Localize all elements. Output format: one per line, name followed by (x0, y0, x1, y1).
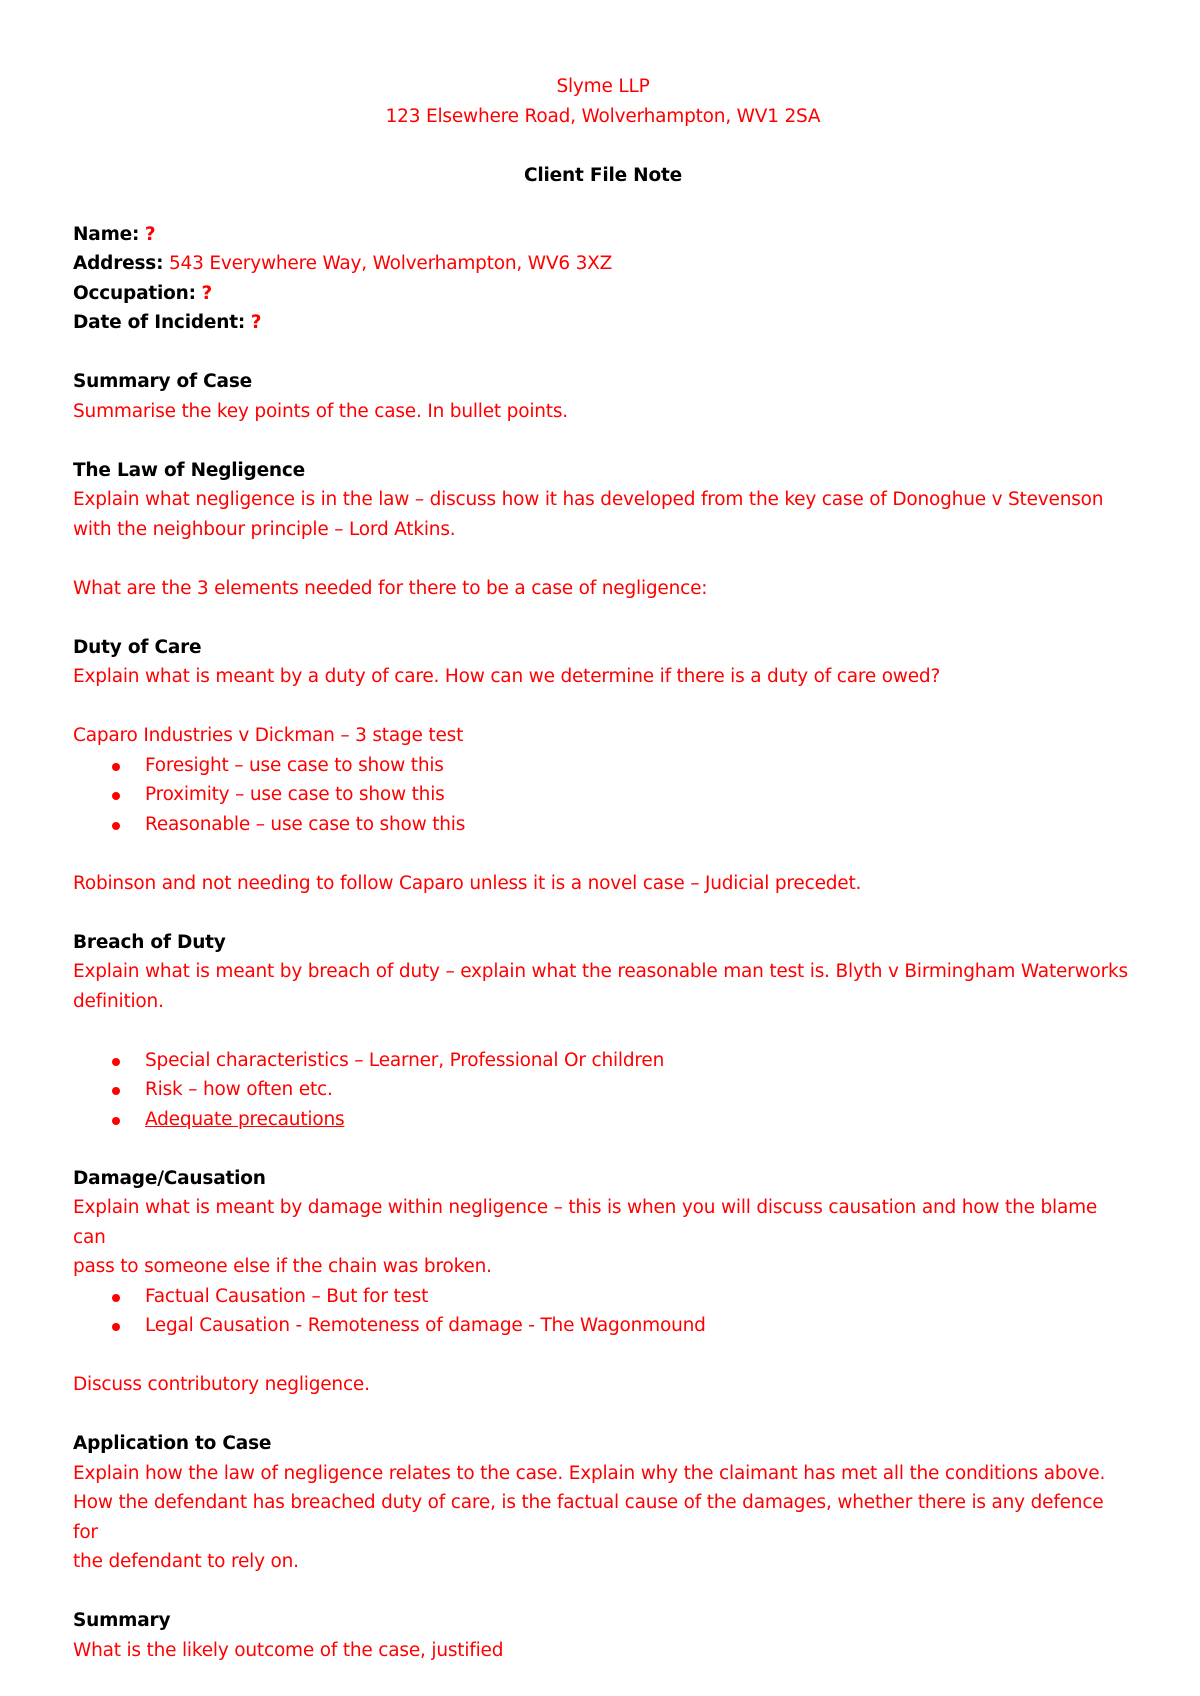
summary-of-case-heading: Summary of Case (73, 371, 252, 392)
firm-name: Slyme LLP (556, 76, 650, 97)
field-name (73, 220, 1133, 250)
elements-question: What are the 3 elements needed for there to be a case of negligence: (73, 577, 708, 599)
bullet-icon (112, 1294, 120, 1302)
breach-of-duty-heading: Breach of Duty (73, 931, 226, 953)
summary-text: What is the likely outcome of the case, justified (73, 1639, 504, 1661)
text-line: Explain what negligence is in the law – discuss how it has developed from the key case of Donoghue v Stevenson (73, 489, 1104, 510)
field-occupation (73, 279, 1133, 309)
caparo-bullet-list (73, 751, 1133, 840)
field-address (73, 249, 1133, 279)
text-line: Explain what is meant by breach of duty – explain what the reasonable man test is. Blyth v Birmingham Waterworks (73, 961, 1128, 982)
duty-of-care-heading: Duty of Care (73, 636, 202, 658)
application-heading: Application to Case (73, 1433, 272, 1454)
bullet-icon (112, 1058, 120, 1066)
bullet-icon (112, 1117, 120, 1125)
duty-of-care-text: Explain what is meant by a duty of care. How can we determine if there is a duty of care owed? (73, 666, 941, 687)
text-line: the defendant to rely on. (73, 1551, 299, 1572)
robinson-text: Robinson and not needing to follow Caparo unless it is a novel case – Judicial precedet. (73, 872, 862, 894)
list-item: Proximity – use case to show this (73, 780, 1133, 810)
list-item: Risk – how often etc. (73, 1075, 1133, 1105)
list-item: Legal Causation - Remoteness of damage - The Wagonmound (73, 1311, 1133, 1341)
field-label: Date of Incident: (73, 312, 246, 333)
breach-of-duty-text (73, 957, 1133, 1016)
application-text (73, 1459, 1133, 1577)
law-of-negligence-text (73, 485, 1133, 544)
bullet-icon (112, 792, 120, 800)
field-value: ? (250, 312, 262, 333)
document-content (73, 72, 1133, 1665)
bullet-icon (112, 822, 120, 830)
page-title: Client File Note (524, 164, 682, 186)
summary-heading: Summary (73, 1610, 171, 1631)
bullet-icon (112, 763, 120, 771)
text-line: Explain how the law of negligence relates to the case. Explain why the claimant has met all the conditions above. (73, 1462, 1106, 1484)
field-label: Name: (73, 223, 140, 245)
list-item: Special characteristics – Learner, Professional Or children (73, 1046, 1133, 1076)
text-line: with the neighbour principle – Lord Atkins. (73, 518, 456, 540)
list-item: Adequate precautions (73, 1105, 1133, 1135)
field-value: 543 Everywhere Way, Wolverhampton, WV6 3XZ (168, 253, 613, 274)
damage-causation-heading: Damage/Causation (73, 1167, 266, 1189)
list-item: Reasonable – use case to show this (73, 810, 1133, 840)
bullet-icon (112, 1087, 120, 1095)
bullet-icon (112, 1323, 120, 1331)
firm-address: 123 Elsewhere Road, Wolverhampton, WV1 2SA (385, 105, 821, 127)
list-item: Factual Causation – But for test (73, 1282, 1133, 1312)
field-label: Occupation: (73, 282, 196, 304)
caparo-test: Caparo Industries v Dickman – 3 stage test (73, 725, 464, 746)
damage-causation-text (73, 1193, 1133, 1282)
causation-bullet-list (73, 1282, 1133, 1341)
list-item: Foresight – use case to show this (73, 751, 1133, 781)
field-date-of-incident (73, 308, 1133, 338)
field-label: Address: (73, 253, 164, 274)
summary-of-case-text: Summarise the key points of the case. In bullet points. (73, 400, 568, 422)
breach-bullet-list (73, 1046, 1133, 1135)
text-line: pass to someone else if the chain was broken. (73, 1256, 492, 1277)
text-line: Explain what is meant by damage within negligence – this is when you will discuss causation and how the blame can (73, 1197, 1098, 1248)
text-line: definition. (73, 990, 164, 1012)
field-value: ? (144, 223, 156, 245)
field-value: ? (201, 282, 213, 304)
contributory-negligence-text: Discuss contributory negligence. (73, 1374, 370, 1395)
text-line: How the defendant has breached duty of care, is the factual cause of the damages, whether there is any defence for (73, 1492, 1104, 1543)
law-of-negligence-heading: The Law of Negligence (73, 459, 306, 481)
